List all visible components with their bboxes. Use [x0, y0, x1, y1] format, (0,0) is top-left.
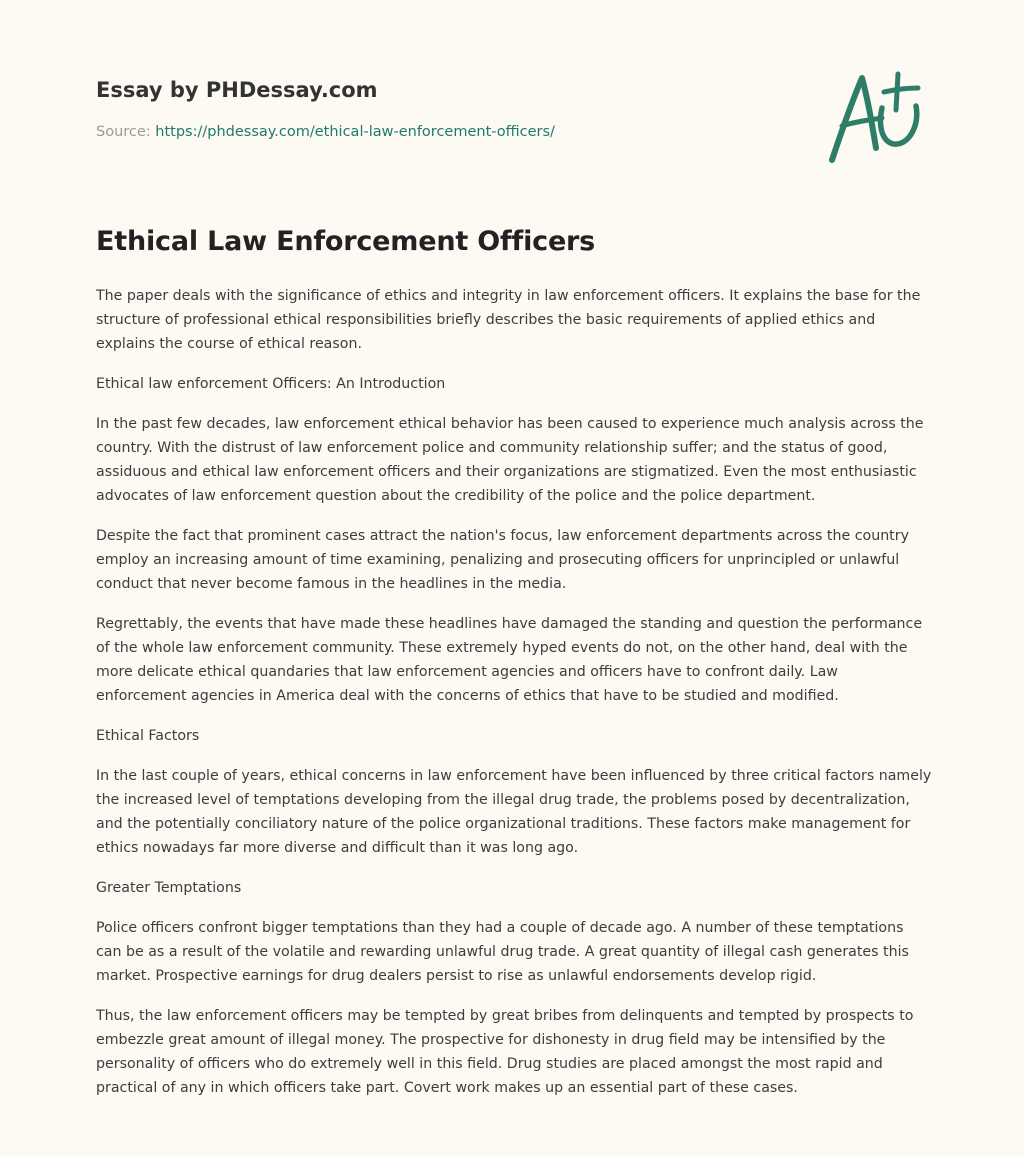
- paragraph: Despite the fact that prominent cases attract the nation's focus, law enforcement departments across the country employ an increasing amount of time examining, penalizing and prosecuting officers for unprincipled or unlawful conduct that never become famous in the headlines in the media.: [96, 528, 909, 592]
- source-link[interactable]: https://phdessay.com/ethical-law-enforcement-officers/: [155, 124, 555, 140]
- section-heading-greater-temptations: Greater Temptations: [96, 880, 242, 896]
- paragraph: In the past few decades, law enforcement ethical behavior has been caused to experience much analysis across the country. With the distrust of law enforcement police and community relationship suffer; and the status of good, assiduous and ethical law enforcement officers and their organizations are stigmatized. Even the most enthusiastic advocates of law enforcement question about the credibility of the police and the police department.: [96, 416, 924, 504]
- paragraph-intro: The paper deals with the significance of ethics and integrity in law enforcement officers. It explains the base for the structure of professional ethical responsibilities briefly describes the basic requirements of applied ethics and explains the course of ethical reason.: [96, 288, 921, 352]
- paragraph: Thus, the law enforcement officers may be tempted by great bribes from delinquents and tempted by prospects to embezzle great amount of illegal money. The prospective for dishonesty in drug field may be intensified by the personality of officers who do extremely well in this field. Drug studies are placed amongst the most rapid and practical of any in which officers take part. Covert work makes up an essential part of these cases.: [96, 1008, 914, 1096]
- source-line: [96, 124, 555, 140]
- paragraph: Regrettably, the events that have made these headlines have damaged the standing and question the performance of the whole law enforcement community. These extremely hyped events do not, on the other hand, deal with the more delicate ethical quandaries that law enforcement agencies and officers have to confront daily. Law enforcement agencies in America deal with the concerns of ethics that have to be studied and modified.: [96, 616, 923, 704]
- paragraph: Police officers confront bigger temptations than they had a couple of decade ago. A number of these temptations can be as a result of the volatile and rewarding unlawful drug trade. A great quantity of illegal cash generates this market. Prospective earnings for drug dealers persist to rise as unlawful endorsements develop rigid.: [96, 920, 909, 984]
- site-title: Essay by PHDessay.com: [96, 78, 378, 102]
- source-label: Source:: [96, 124, 156, 140]
- paragraph: In the last couple of years, ethical concerns in law enforcement have been influenced by three critical factors namely the increased level of temptations developing from the illegal drug trade, the problems posed by decentralization, and the potentially conciliatory nature of the police organizational traditions. These factors make management for ethics nowadays far more diverse and difficult than it was long ago.: [96, 768, 932, 856]
- essay-title: Ethical Law Enforcement Officers: [96, 226, 596, 257]
- a-plus-logo-icon: [824, 66, 928, 166]
- essay-body: [96, 284, 932, 1116]
- section-heading-ethical-factors: Ethical Factors: [96, 728, 200, 744]
- section-heading-introduction: Ethical law enforcement Officers: An Introduction: [96, 376, 446, 392]
